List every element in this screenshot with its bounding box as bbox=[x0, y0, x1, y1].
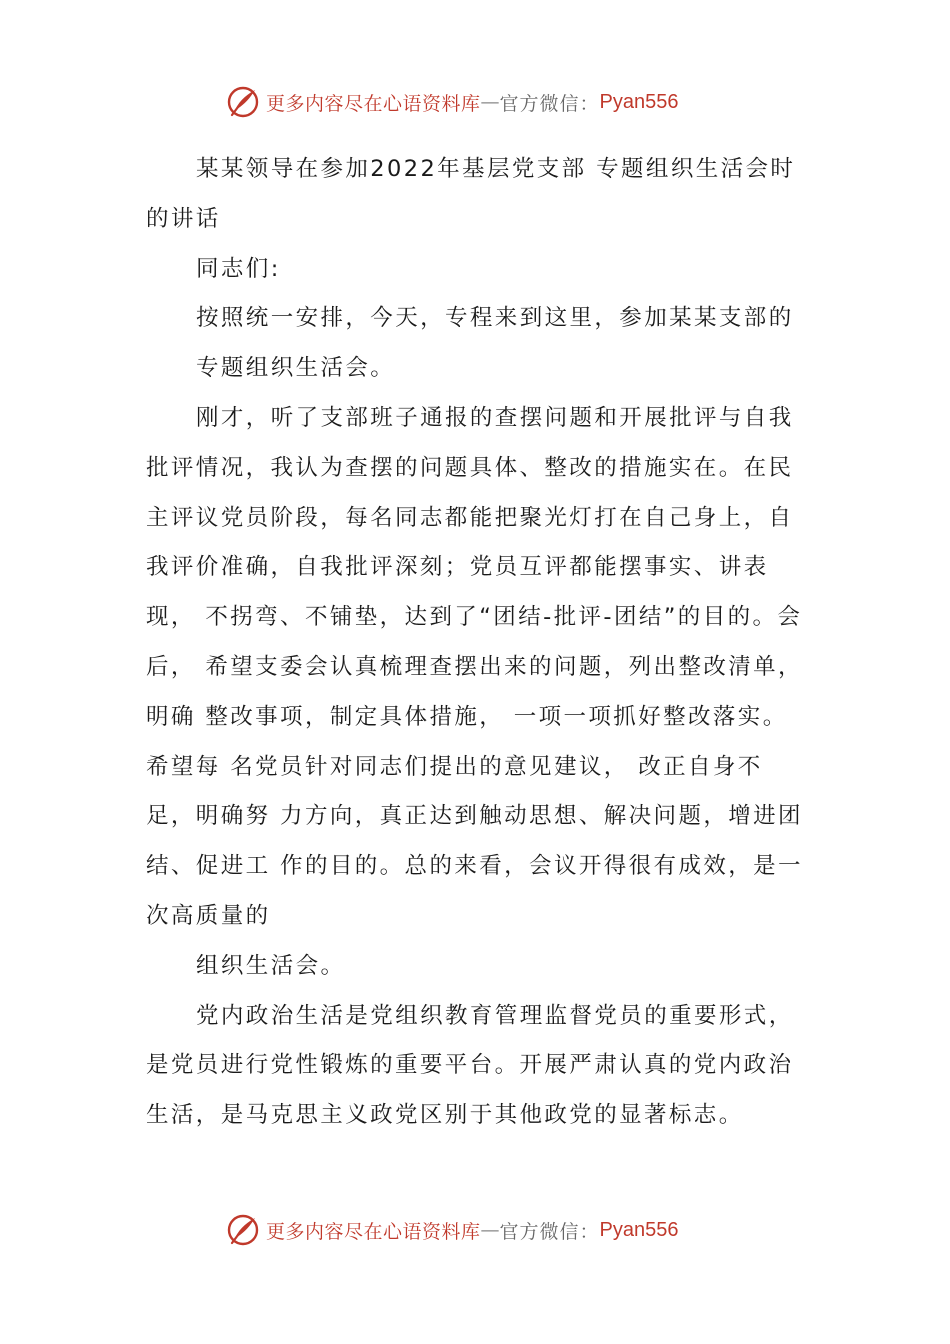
quill-logo-icon bbox=[226, 85, 260, 119]
document-title: 某某领导在参加2022年基层党支部 专题组织生活会时的讲话 bbox=[146, 156, 796, 232]
paragraph-4: 组织生活会。 bbox=[196, 952, 346, 979]
watermark-dash: — bbox=[480, 1219, 500, 1241]
quill-logo-icon bbox=[226, 1213, 260, 1247]
watermark-banner-bottom bbox=[226, 1212, 746, 1248]
watermark-label: 官方微信： bbox=[499, 92, 600, 115]
watermark-dash: — bbox=[480, 91, 500, 113]
paragraph-2: 专题组织生活会。 bbox=[196, 355, 396, 382]
watermark-main-text: 更多内容尽在心语资料库 bbox=[266, 92, 481, 115]
salutation: 同志们: bbox=[196, 255, 281, 282]
watermark-wechat-id: Pyan556 bbox=[599, 90, 679, 113]
paragraph-3: 刚才，听了支部班子通报的查摆问题和开展批评与自我 批评情况，我认为查摆的问题具体、整改的措施实在。在民 主评议党员阶段，每名同志都能把聚光灯打在自己身上，自 我评价准确，自我批评深刻；党员互评都能摆事实、讲表现， 不拐弯、不铺垫，达到了“团结-批评-团结”的目的。会后， 希望支委会认真梳理查摆出来的问题，列出整改清单，明确 整改事项，制定具体措施， 一项一项抓好整改落实。希望每 名党员针对同志们提出的意见建议， 改正自身不足，明确努 力方向，真正达到触动思想、解决问题，增进团结、促进工 作的目的。总的来看，会议开得很有成效，是一次高质量的 bbox=[146, 404, 803, 929]
paragraph-1: 按照统一安排，今天，专程来到这里，参加某某支部的 bbox=[196, 305, 794, 332]
document-body bbox=[146, 145, 808, 1141]
watermark-banner-top bbox=[226, 84, 746, 120]
paragraph-5: 党内政治生活是党组织教育管理监督党员的重要形式， 是党员进行党性锻炼的重要平台。开展严肃认真的党内政治 生活，是马克思主义政党区别于其他政党的显著标志。 bbox=[146, 1002, 794, 1129]
watermark-label: 官方微信： bbox=[499, 1220, 600, 1243]
watermark-main-text: 更多内容尽在心语资料库 bbox=[266, 1220, 481, 1243]
watermark-wechat-id: Pyan556 bbox=[599, 1218, 679, 1241]
